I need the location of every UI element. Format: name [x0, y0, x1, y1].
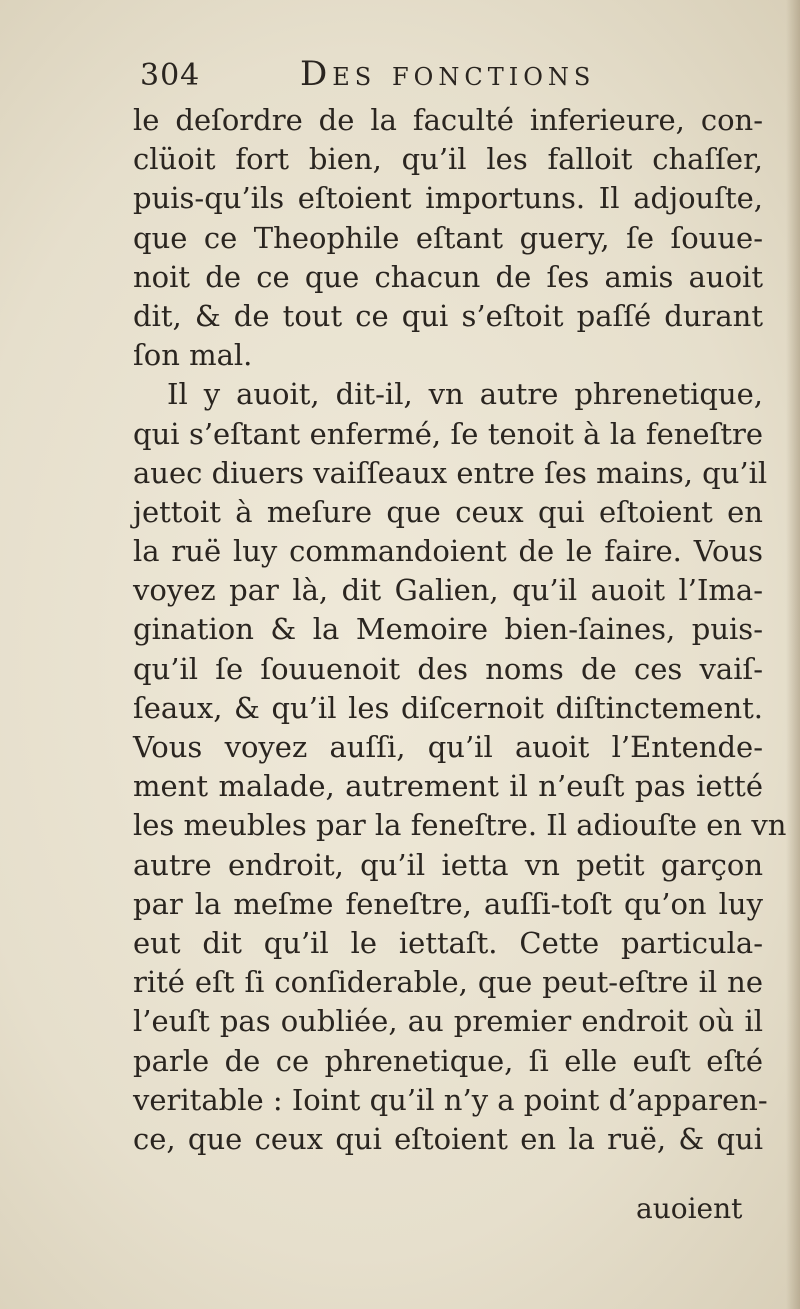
running-head: Des fonctions: [300, 54, 596, 94]
paragraph-first-line: Il y auoit, dit-il, vn autre phrenetique,: [167, 377, 763, 412]
text-line: qu’il ſe ſouuenoit des noms de ces vaiſ-: [133, 651, 763, 686]
text-line: ſeaux, & qu’il les diſcernoit diſtinctement.: [133, 690, 763, 725]
text-line: qui s’eſtant enfermé, ſe tenoit à la feneſtre: [133, 416, 763, 451]
page-number: 304: [140, 58, 201, 93]
text-line: que ce Theophile eſtant guery, ſe ſouue-: [133, 220, 763, 255]
text-line: noit de ce que chacun de ſes amis auoit: [133, 259, 763, 294]
catchword: auoient: [636, 1192, 743, 1225]
text-line: clüoit fort bien, qu’il les falloit chaſſer,: [133, 142, 763, 177]
text-line: le deſordre de la faculté inferieure, con-: [133, 103, 763, 137]
page-edge-shadow: [786, 0, 800, 1309]
text-line: ment malade, autrement il n’euſt pas ietté: [133, 769, 763, 804]
text-line: eut dit qu’il le iettaſt. Cette particula-: [133, 925, 763, 960]
text-line: voyez par là, dit Galien, qu’il auoit l’Ima-: [133, 573, 763, 608]
text-line: la ruë luy commandoient de le faire. Vous: [133, 534, 763, 569]
text-line: autre endroit, qu’il ietta vn petit garçon: [133, 847, 763, 882]
text-line: Vous voyez auſſi, qu’il auoit l’Entende-: [133, 730, 763, 764]
text-line: rité eſt ſi conſiderable, que peut-eſtre il ne: [133, 965, 763, 1000]
text-line: les meubles par la feneſtre. Il adiouſte en vn: [133, 808, 787, 843]
text-line: dit, & de tout ce qui s’eſtoit paſſé durant: [133, 298, 763, 333]
page-header: [140, 54, 760, 102]
body-text: [133, 101, 787, 1159]
text-line: parle de ce phrenetique, ſi elle euſt eſté: [133, 1043, 763, 1078]
text-line: puis-qu’ils eſtoient importuns. Il adjouſte,: [133, 181, 763, 216]
text-line: gination & la Memoire bien-ſaines, puis-: [133, 612, 763, 647]
text-line: l’euſt pas oubliée, au premier endroit où il: [133, 1004, 763, 1039]
text-line: par la meſme feneſtre, auſſi-toſt qu’on luy: [133, 886, 763, 921]
text-line: veritable : Ioint qu’il n’y a point d’apparen-: [133, 1082, 768, 1117]
text-line: jettoit à meſure que ceux qui eſtoient en: [133, 494, 763, 529]
text-line: ſon mal.: [133, 338, 253, 373]
text-line: auec diuers vaiſſeaux entre ſes mains, qu’il: [133, 455, 768, 490]
text-line: ce, que ceux qui eſtoient en la ruë, & qui: [133, 1121, 763, 1156]
